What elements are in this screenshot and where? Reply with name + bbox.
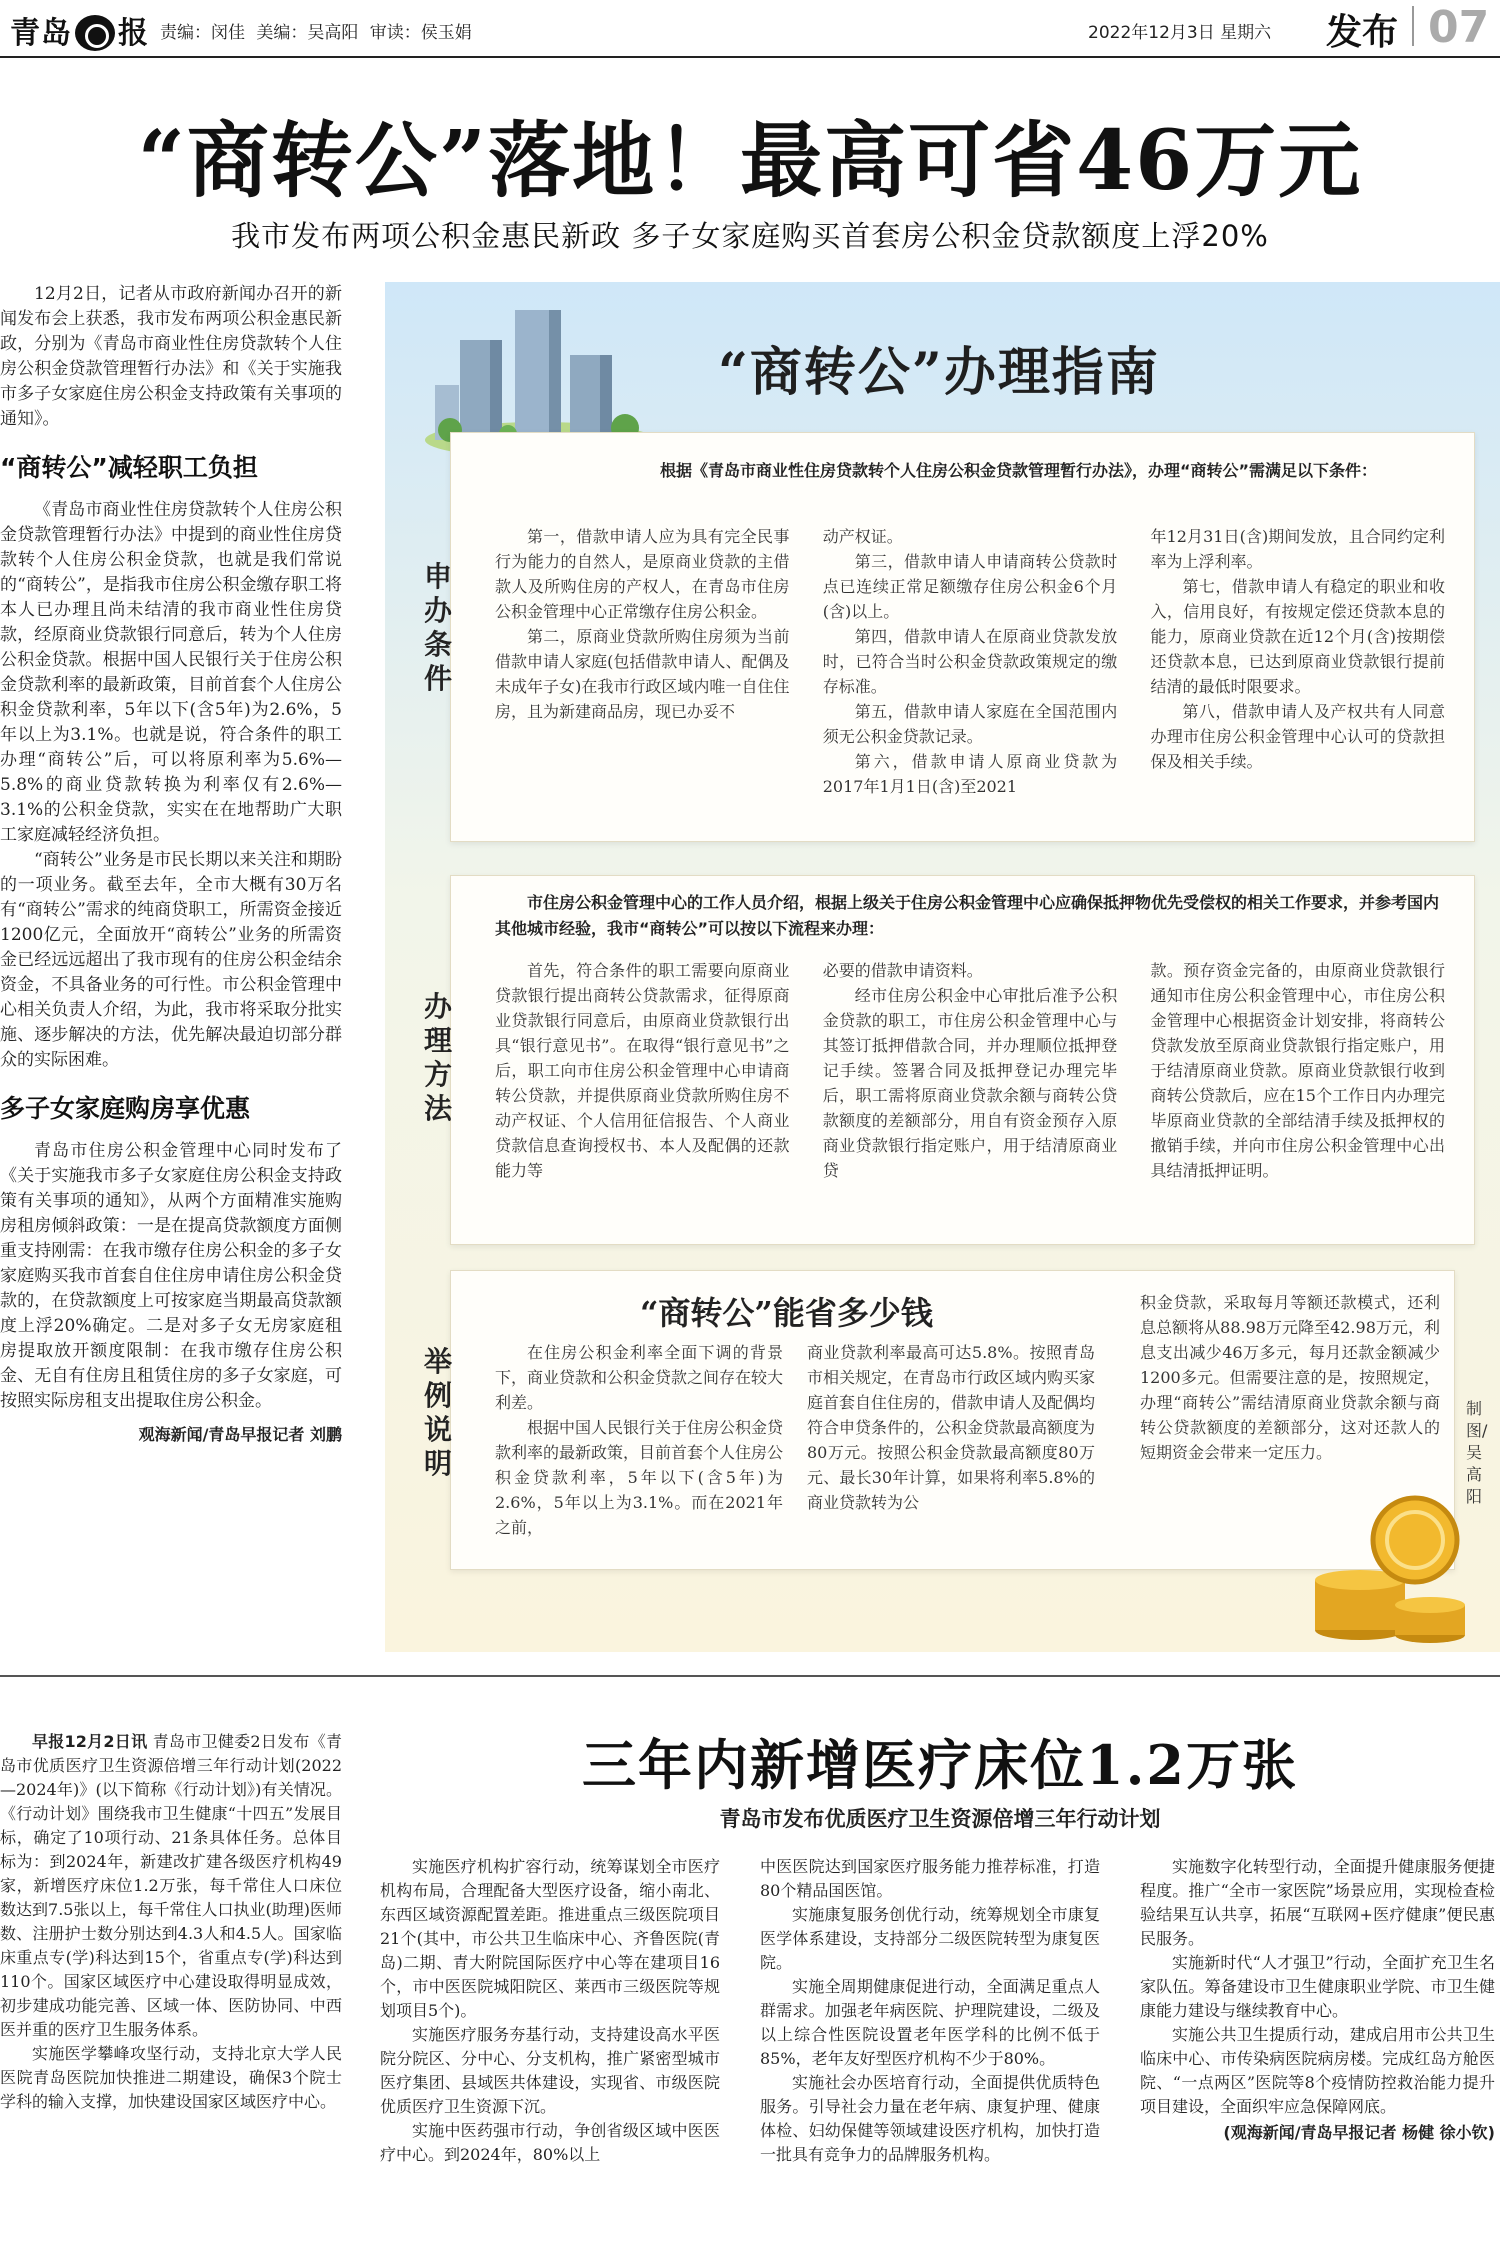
paragraph: 实施医疗机构扩容行动，统筹谋划全市医疗机构布局，合理配备大型医疗设备，缩小南北、东西区域资源配置差距。推进重点三级医院项目21个(其中，市公共卫生临床中心、齐鲁医院(青岛)二期、青大附院国际医疗中心等在建项目16个，市中医医院城阳院区、莱西市三级医院等规划项目5个)。 (380, 1857, 720, 2020)
dateline: 早报12月2日讯 (32, 1732, 148, 1751)
conditions-column-2 (823, 524, 1118, 824)
second-story-column-1 (0, 1730, 342, 2235)
example-label: 举例说明 (423, 1345, 452, 1480)
section1-paragraph: “商转公”业务是市民长期以来关注和期盼的一项业务。截至去年，全市大概有30万名有“商转公”需求的纯商贷职工，所需资金接近1200亿元，全面放开“商转公”业务的所需资金已经远远超出了我市现有的住房公积金结余资金，不具备业务的可行性。市公积金管理中心相关负责人介绍，为此，我市将采取分批实施、逐步解决的方法，优先解决最迫切部分群众的实际困难。 (0, 850, 342, 1070)
condition-item: 年12月31日(含)期间发放，且合同约定利率为上浮利率。 (1150, 527, 1445, 571)
section2-paragraph: 青岛市住房公积金管理中心同时发布了《关于实施我市多子女家庭住房公积金支持政策有关事项的通知》，从两个方面精准实施购房租房倾斜政策：一是在提高贷款额度方面侧重支持刚需：在我市缴存住房公积金的多子女家庭购买我市首套自住住房申请住房公积金贷款的，在贷款额度上可按家庭当期最高贷款额度上浮20%确定。二是对多子女无房家庭租房提取放开额度限制：在我市缴存住房公积金、无自有住房且租赁住房的多子女家庭，可按照实际房租支出提取住房公积金。 (0, 1141, 342, 1411)
second-story-column-3 (760, 1855, 1100, 2235)
main-byline: 观海新闻/青岛早报记者 刘鹏 (138, 1425, 342, 1444)
paragraph: 实施全周期健康促进行动，全面满足重点人群需求。加强老年病医院、护理院建设，二级及以上综合性医院设置老年医学科的比例不低于85%，老年友好型医疗机构不少于80%。 (760, 1977, 1100, 2068)
guide-title: “商转公”办理指南 (718, 342, 1160, 403)
conditions-label: 申办条件 (423, 560, 452, 695)
lead-paragraph: 青岛市卫健委2日发布《青岛市优质医疗卫生资源倍增三年行动计划(2022—2024年)》(以下简称《行动计划》)有关情况。《行动计划》围绕我市卫生健康“十四五”发展目标，确定了10项行动、21条具体任务。总体目标为：到2024年，新建改扩建各级医疗机构49家，新增医疗床位1.2万张，每千常住人口床位数达到7.5张以上，每千常住人口执业(助理)医师数、注册护士数分别达到4.3人和4.5人。国家临床重点专(学)科达到15个，省重点专(学)科达到110个。国家区域医疗中心建设取得明显成效，初步建成功能完善、区域一体、医防协同、中西医并重的医疗卫生服务体系。 (0, 1732, 342, 2039)
second-headline: 三年内新增医疗床位1.2万张 (582, 1733, 1298, 1797)
main-intro: 12月2日，记者从市政府新闻办召开的新闻发布会上获悉，我市发布两项公积金惠民新政，分别为《青岛市商业性住房贷款转个人住房公积金贷款管理暂行办法》和《关于实施我市多子女家庭住房公积金支持政策有关事项的通知》。 (0, 284, 342, 429)
issue-date: 2022年12月3日 星期六 (1088, 23, 1272, 43)
paragraph: 实施医疗服务夯基行动，支持建设高水平医院分院区、分中心、分支机构，推广紧密型城市医疗集团、县域医共体建设，实现省、市级医院优质医疗卫生资源下沉。 (380, 2025, 720, 2116)
method-column-2 (823, 958, 1118, 1218)
second-subheadline: 青岛市发布优质医疗卫生资源倍增三年行动计划 (719, 1807, 1161, 1831)
example-column-1 (495, 1340, 783, 1560)
conditions-intro: 根据《青岛市商业性住房贷款转个人住房公积金贷款管理暂行办法》，办理“商转公”需满足以下条件： (660, 461, 1378, 480)
newspaper-logo: 青岛 报 (10, 16, 149, 51)
paragraph: 实施医学攀峰攻坚行动，支持北京大学人民医院青岛医院加快推进二期建设，确保3个院士学科的输入支撑，加快建设国家区域医疗中心。 (0, 2044, 342, 2111)
second-byline: (观海新闻/青岛早报记者 杨健 徐小钦) (1223, 2123, 1495, 2142)
condition-item: 第五，借款申请人家庭在全国范围内须无公积金贷款记录。 (822, 702, 1118, 746)
section-divider (0, 1675, 1500, 1677)
graphic-credit: 制图/吴高阳 (1466, 1399, 1488, 1506)
paragraph: 实施数字化转型行动，全面提升健康服务便捷程度。推广“全市一家医院”场景应用，实现检查检验结果互认共享，拓展“互联网+医疗健康”便民惠民服务。 (1140, 1857, 1495, 1948)
method-intro: 市住房公积金管理中心的工作人员介绍，根据上级关于住房公积金管理中心应确保抵押物优先受偿权的相关工作要求，并参考国内其他城市经验，我市“商转公”可以按以下流程来办理： (495, 893, 1440, 938)
editor-credits: 责编：闵佳 美编：吴高阳 审读：侯玉娟 (160, 23, 472, 43)
example-item: 根据中国人民银行关于住房公积金贷款利率的最新政策，目前首套个人住房公积金贷款利率，5年以下(含5年)为2.6%，5年以上为3.1%。而在2021年之前， (495, 1418, 784, 1537)
condition-item: 第四，借款申请人在原商业贷款发放时，已符合当时公积金贷款政策规定的缴存标准。 (822, 627, 1118, 696)
example-item: 积金贷款，采取每月等额还款模式，还利息总额将从88.98万元降至42.98万元，利息支出减少46万多元，每月还款金额减少1200多元。但需要注意的是，按照规定，办理“商转公”需结清原商业贷款余额与商转公贷款额度的差额部分，这对还款人的短期资金会带来一定压力。 (1140, 1293, 1440, 1462)
condition-item: 第八，借款申请人及产权共有人同意办理市住房公积金管理中心认可的贷款担保及相关手续。 (1150, 702, 1445, 771)
paragraph: 实施新时代“人才强卫”行动，全面扩充卫生名家队伍。筹备建设市卫生健康职业学院、市卫生健康能力建设与继续教育中心。 (1140, 1953, 1495, 2020)
condition-item: 第一，借款申请人应为具有完全民事行为能力的自然人，是原商业贷款的主借款人及所购住房的产权人，在青岛市住房公积金管理中心正常缴存住房公积金。 (495, 527, 790, 621)
method-item: 经市住房公积金中心审批后准予公积金贷款的职工，市住房公积金管理中心与其签订抵押借款合同，并办理顺位抵押登记手续。签署合同及抵押登记办理完毕后，职工需将原商业贷款余额与商转公贷款额度的差额部分，用自有资金预存入原商业贷款银行指定账户，用于结清原商业贷 (822, 986, 1118, 1180)
method-item: 款。预存资金完备的，由原商业贷款银行通知市住房公积金管理中心，市住房公积金管理中心根据资金计划安排，将商转公贷款发放至原商业贷款银行指定账户，用于结清原商业贷款。原商业贷款银行收到商转公贷款后，应在15个工作日内办理完毕原商业贷款的全部结清手续及抵押权的撤销手续，并向市住房公积金管理中心出具结清抵押证明。 (1150, 961, 1445, 1180)
conditions-column-1 (495, 524, 790, 824)
method-column-3 (1151, 958, 1446, 1218)
example-column-2 (807, 1340, 1095, 1560)
conditions-text (495, 524, 1445, 824)
condition-item: 第三，借款申请人申请商转公贷款时点已连续正常足额缴存住房公积金6个月(含)以上。 (822, 552, 1118, 621)
conditions-column-3 (1151, 524, 1446, 824)
section1-title: “商转公”减轻职工负担 (0, 453, 258, 482)
method-text (495, 958, 1445, 1218)
method-item: 首先，符合条件的职工需要向原商业贷款银行提出商转公贷款需求，征得原商业贷款银行同意后，由原商业贷款银行出具“银行意见书”。在取得“银行意见书”之后，职工向市住房公积金管理中心申请商转公贷款，并提供原商业贷款所购住房不动产权证、个人信用征信报告、个人商业贷款信息查询授权书、本人及配偶的还款能力等 (495, 961, 790, 1180)
section2-title: 多子女家庭购房享优惠 (0, 1094, 251, 1123)
paragraph: 实施中医药强市行动，争创省级区域中医医疗中心。到2024年，80%以上 (380, 2121, 720, 2164)
paragraph: 实施康复服务创优行动，统筹规划全市康复医学体系建设，支持部分二级医院转型为康复医院。 (760, 1905, 1100, 1972)
page-number: 07 (1428, 2, 1490, 53)
example-title: “商转公”能省多少钱 (640, 1294, 933, 1332)
example-item: 在住房公积金利率全面下调的背景下，商业贷款和公积金贷款之间存在较大利差。 (495, 1343, 784, 1412)
example-text (495, 1340, 1095, 1560)
logo-mark-icon (75, 15, 115, 51)
section1-paragraph: 《青岛市商业性住房贷款转个人住房公积金贷款管理暂行办法》中提到的商业性住房贷款转个人住房公积金贷款，也就是我们常说的“商转公”，是指我市住房公积金缴存职工将本人已办理且尚未结清的我市商业性住房贷款，经原商业贷款银行同意后，转为个人住房公积金贷款。根据中国人民银行关于住房公积金贷款利率的最新政策，目前首套个人住房公积金贷款利率，5年以下(含5年)为2.6%，5年以上为3.1%。也就是说，符合条件的职工办理“商转公”后，可以将原利率为5.6%—5.8%的商业贷款转换为利率仅有2.6%—3.1%的公积金贷款，实实在在地帮助广大职工家庭减轻经济负担。 (0, 500, 342, 845)
masthead-divider (1412, 6, 1414, 46)
method-column-1 (495, 958, 790, 1218)
paragraph: 中医医院达到国家医疗服务能力推荐标准，打造80个精品国医馆。 (760, 1857, 1100, 1900)
condition-item: 第二，原商业贷款所购住房须为当前借款申请人家庭(包括借款申请人、配偶及未成年子女)在我市行政区域内唯一自住住房，且为新建商品房，现已办妥不 (495, 627, 790, 721)
method-label: 办理方法 (423, 990, 452, 1125)
section-name: 发布 (1326, 12, 1399, 53)
condition-item: 动产权证。 (822, 527, 903, 546)
second-story-column-2 (380, 1855, 720, 2235)
paragraph: 实施公共卫生提质行动，建成启用市公共卫生临床中心、市传染病医院病房楼。完成红岛方舱医院、“一点两区”医院等8个疫情防控救治能力提升项目建设，全面织牢应急保障网底。 (1140, 2025, 1495, 2116)
method-item: 必要的借款申请资料。 (822, 961, 983, 980)
main-story-column (0, 282, 342, 1657)
second-story-column-4 (1140, 1855, 1495, 2240)
example-item: 商业贷款利率最高可达5.8%。按照青岛市相关规定，在青岛市行政区域内购买家庭首套自住住房的，借款申请人及配偶均符合申贷条件的，公积金贷款最高额度为80万元。按照公积金贷款最高额度80万元、最长30年计算，如果将利率5.8%的商业贷款转为公 (807, 1343, 1095, 1512)
paragraph: 实施社会办医培育行动，全面提供优质特色服务。引导社会力量在老年病、康复护理、健康体检、妇幼保健等领域建设医疗机构，加快打造一批具有竞争力的品牌服务机构。 (760, 2073, 1100, 2164)
main-headline: “商转公”落地！最高可省46万元 (137, 113, 1363, 209)
condition-item: 第六，借款申请人原商业贷款为2017年1月1日(含)至2021 (822, 752, 1118, 796)
gold-coins-icon (1300, 1470, 1470, 1645)
main-subheadline: 我市发布两项公积金惠民新政 多子女家庭购买首套房公积金贷款额度上浮20% (231, 219, 1269, 253)
condition-item: 第七，借款申请人有稳定的职业和收入，信用良好，有按规定偿还贷款本息的能力，原商业贷款在近12个月(含)按期偿还贷款本息，已达到原商业贷款银行提前结清的最低时限要求。 (1150, 577, 1445, 696)
